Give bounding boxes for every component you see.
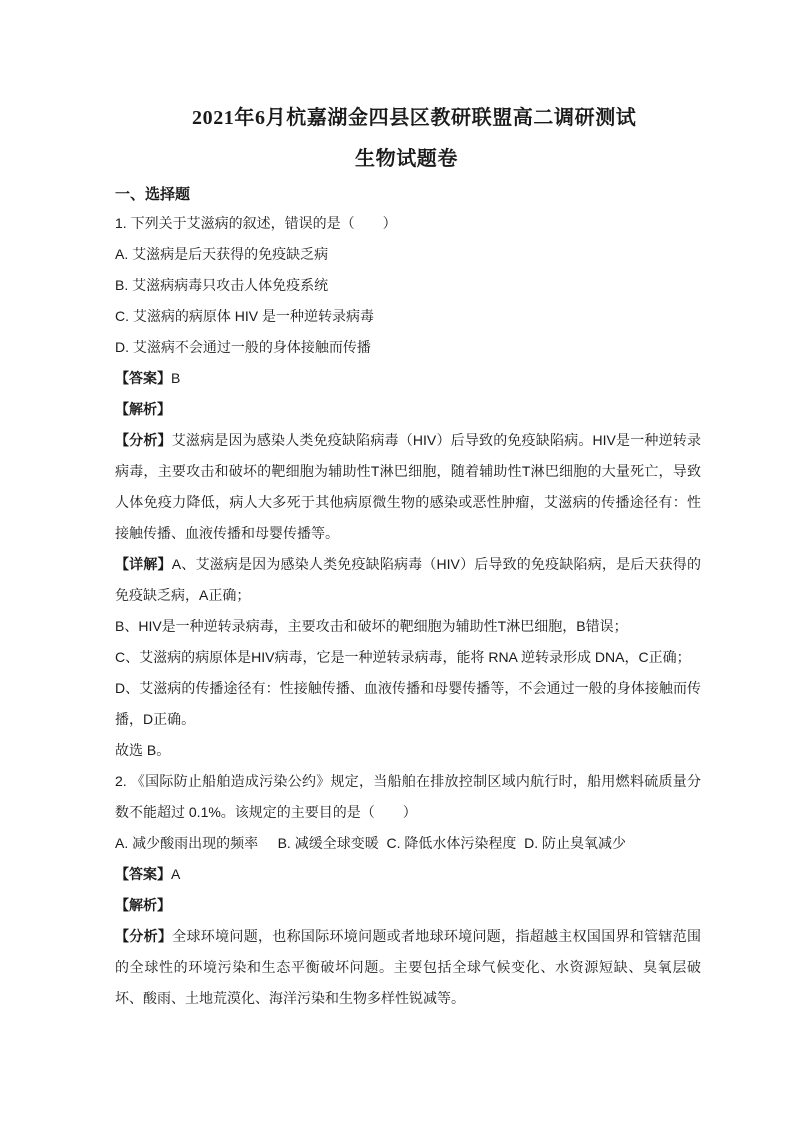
question-2-analysis-label: 【解析】 [115, 897, 171, 913]
page-title: 2021年6月杭嘉湖金四县区教研联盟高二调研测试 [192, 107, 637, 129]
question-2-option-d: D. 防止臭氧减少 [524, 835, 627, 851]
question-1-fenxi [115, 425, 701, 549]
question-2-option-a: A. 减少酸雨出现的频率 [115, 835, 259, 851]
answer-value: B [171, 370, 181, 386]
question-1-conclusion: 故选 B。 [115, 742, 171, 758]
question-1-analysis-label: 【解析】 [115, 401, 171, 417]
question-2-option-b: B. 减缓全球变暖 [277, 835, 379, 851]
question-1-option-c: C. 艾滋病的病原体 HIV 是一种逆转录病毒 [115, 308, 375, 324]
question-2-options [115, 828, 701, 859]
question-1 [115, 208, 701, 766]
question-1-option-d: D. 艾滋病不会通过一般的身体接触而传播 [115, 339, 371, 355]
answer-value: A [171, 866, 181, 882]
question-2 [115, 766, 701, 1014]
question-1-detail-b: B、HIV是一种逆转录病毒，主要攻击和破坏的靶细胞为辅助性T淋巴细胞，B错误； [115, 618, 628, 634]
exam-body [115, 208, 701, 1014]
detail-label: 【详解】 [115, 556, 172, 572]
question-1-detail-a: 【详解】A、艾滋病是因为感染人类免疫缺陷病毒（HIV）后导致的免疫缺陷病，是后天获得的免疫缺乏病，A正确； [115, 556, 701, 603]
section-heading: 一、选择题 [115, 186, 191, 203]
question-2-stem: 2. 《国际防止船舶造成污染公约》规定，当船舶在排放控制区域内航行时，船用燃料硫质量分数不能超过 0.1%。该规定的主要目的是（ ） [115, 773, 701, 820]
question-1-option-b: B. 艾滋病病毒只攻击人体免疫系统 [115, 277, 329, 293]
question-2-fenxi: 【分析】全球环境问题，也称国际环境问题或者地球环境问题，指超越主权国国界和管辖范围的全球性的环境污染和生态平衡破坏问题。主要包括全球气候变化、水资源短缺、臭氧层破坏、酸雨、土地荒漠化、海洋污染和生物多样性锐减等。 [115, 928, 702, 1006]
question-1-detail-d: D、艾滋病的传播途径有：性接触传播、血液传播和母婴传播等，不会通过一般的身体接触而传播，D正确。 [115, 680, 701, 727]
question-2-option-c: C. 降低水体污染程度 [386, 835, 517, 851]
fenxi-text: 艾滋病是因为感染人类免疫缺陷病毒（HIV）后导致的免疫缺陷病。HIV是一种逆转录病毒，主要攻击和破坏的靶细胞为辅助性T淋巴细胞，随着辅助性T淋巴细胞的大量死亡，导致人体免疫力降低，病人大多死于其他病原微生物的感染或恶性肿瘤，艾滋病的传播途径有：性接触传播、血液传播和母婴传播等。 [115, 432, 701, 541]
question-1-detail-c: C、艾滋病的病原体是HIV病毒，它是一种逆转录病毒，能将 RNA 逆转录形成 DNA，C正确； [115, 649, 691, 665]
answer-label: 【答案】 [115, 370, 171, 386]
page-subtitle: 生物试题卷 [355, 148, 458, 170]
question-2-answer: 【答案】A [115, 866, 181, 882]
question-1-answer [115, 363, 701, 394]
question-1-stem: 1. 下列关于艾滋病的叙述，错误的是（ ） [115, 215, 397, 231]
fenxi-label: 【分析】 [115, 432, 172, 448]
question-1-option-a: A. 艾滋病是后天获得的免疫缺乏病 [115, 246, 329, 262]
